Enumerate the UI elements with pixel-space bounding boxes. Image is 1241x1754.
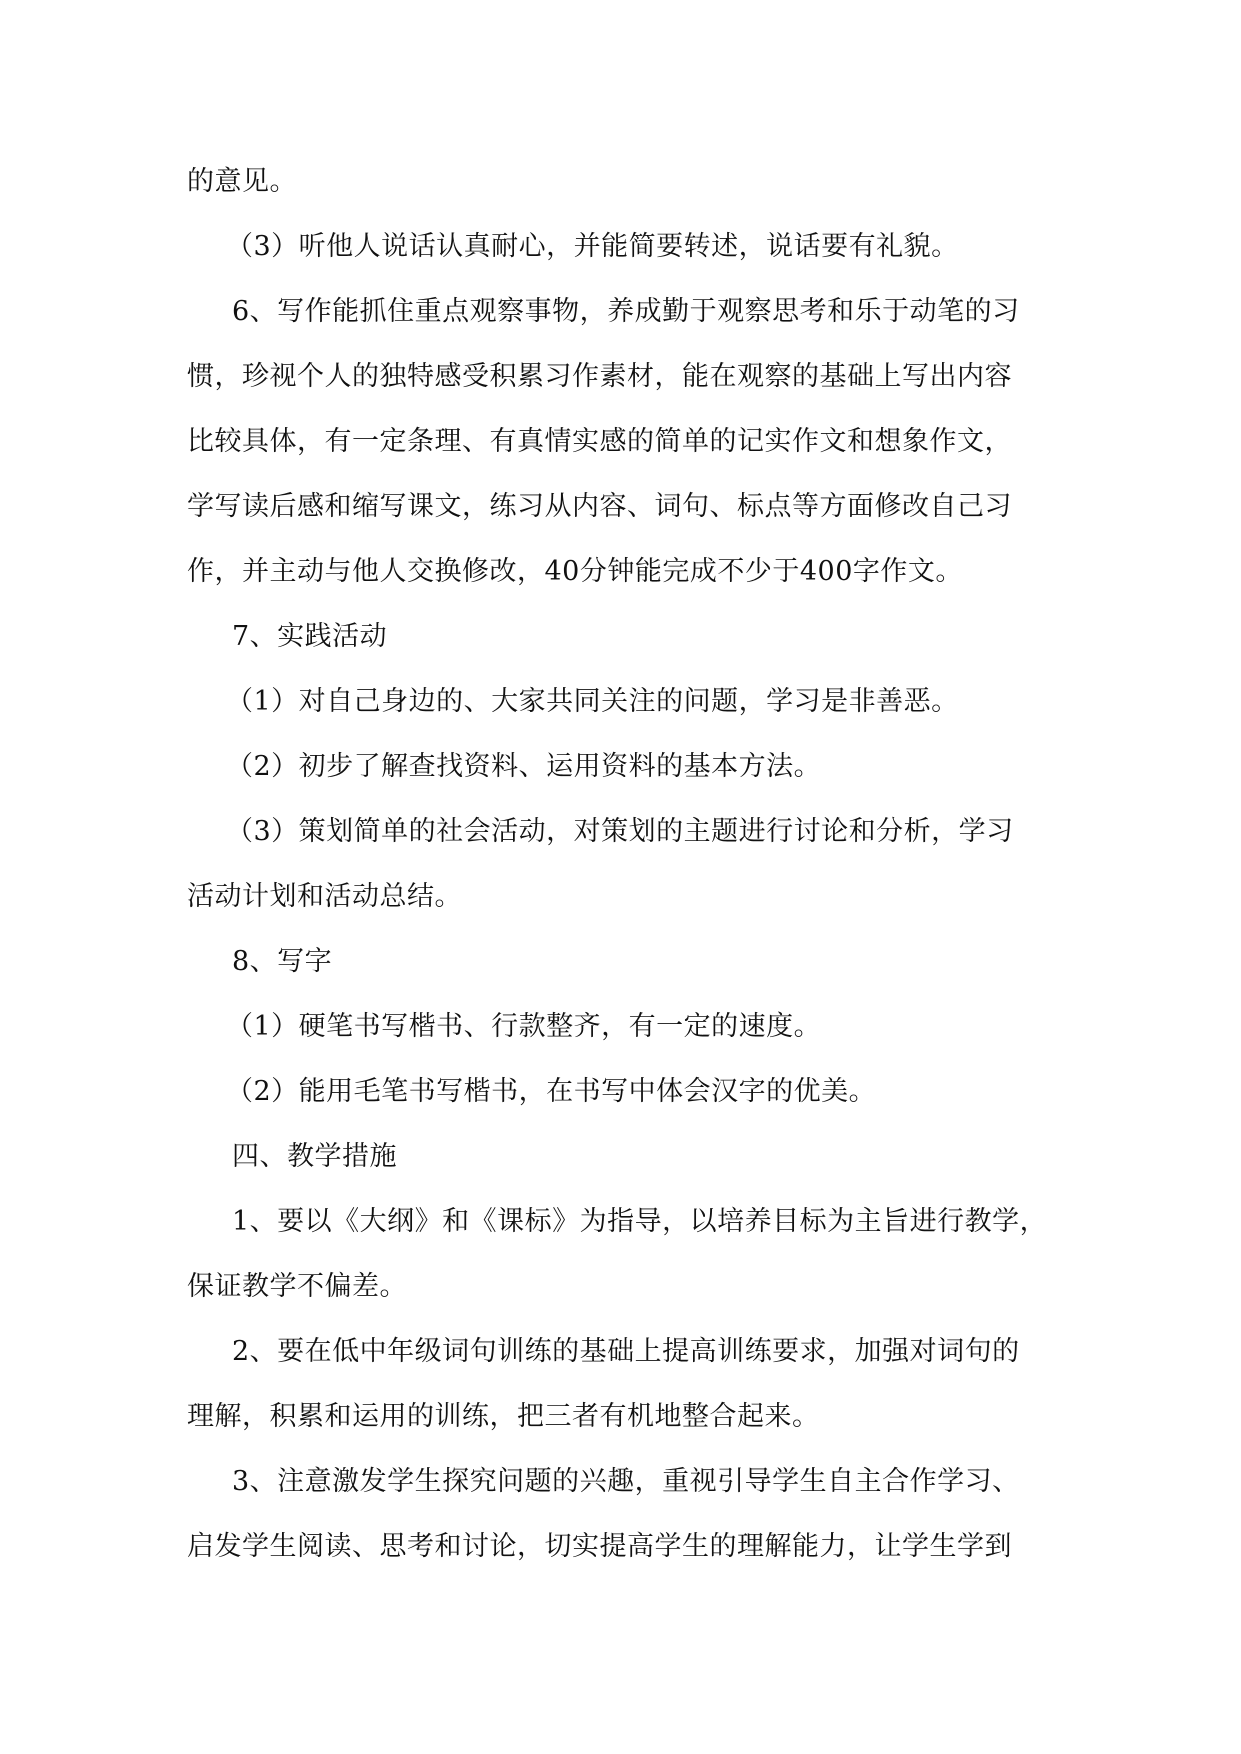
section-heading: 四、教学措施: [232, 1141, 397, 1172]
text-line: 理解，积累和运用的训练，把三者有机地整合起来。: [187, 1401, 820, 1432]
text-line: （3）听他人说话认真耐心，并能简要转述，说话要有礼貌。: [226, 231, 959, 262]
text-line: 1、要以《大纲》和《课标》为指导，以培养目标为主旨进行教学，: [232, 1206, 1048, 1237]
text-line: 保证教学不偏差。: [187, 1271, 407, 1302]
text-line: 的意见。: [187, 166, 297, 197]
text-line: 启发学生阅读、思考和讨论，切实提高学生的理解能力，让学生学到: [187, 1531, 1012, 1562]
text-line: 7、实践活动: [232, 621, 388, 652]
text-line: （2）能用毛笔书写楷书，在书写中体会汉字的优美。: [226, 1076, 877, 1107]
text-line: （3）策划简单的社会活动，对策划的主题进行讨论和分析，学习: [226, 816, 1014, 847]
text-line: 2、要在低中年级词句训练的基础上提高训练要求，加强对词句的: [232, 1336, 1020, 1367]
text-line: 8、写字: [232, 946, 333, 977]
text-line: 惯，珍视个人的独特感受积累习作素材，能在观察的基础上写出内容: [187, 361, 1012, 392]
text-line: 活动计划和活动总结。: [187, 881, 462, 912]
text-line: 6、写作能抓住重点观察事物，养成勤于观察思考和乐于动笔的习: [232, 296, 1020, 327]
text-line: （1）对自己身边的、大家共同关注的问题，学习是非善恶。: [226, 686, 959, 717]
text-line: （2）初步了解查找资料、运用资料的基本方法。: [226, 751, 822, 782]
text-line: 学写读后感和缩写课文，练习从内容、词句、标点等方面修改自己习: [187, 491, 1012, 522]
text-line: （1）硬笔书写楷书、行款整齐，有一定的速度。: [226, 1011, 822, 1042]
text-line: 比较具体，有一定条理、有真情实感的简单的记实作文和想象作文，: [187, 426, 1012, 457]
text-line: 3、注意激发学生探究问题的兴趣，重视引导学生自主合作学习、: [232, 1466, 1020, 1497]
text-line: 作，并主动与他人交换修改，40分钟能完成不少于400字作文。: [187, 556, 963, 587]
